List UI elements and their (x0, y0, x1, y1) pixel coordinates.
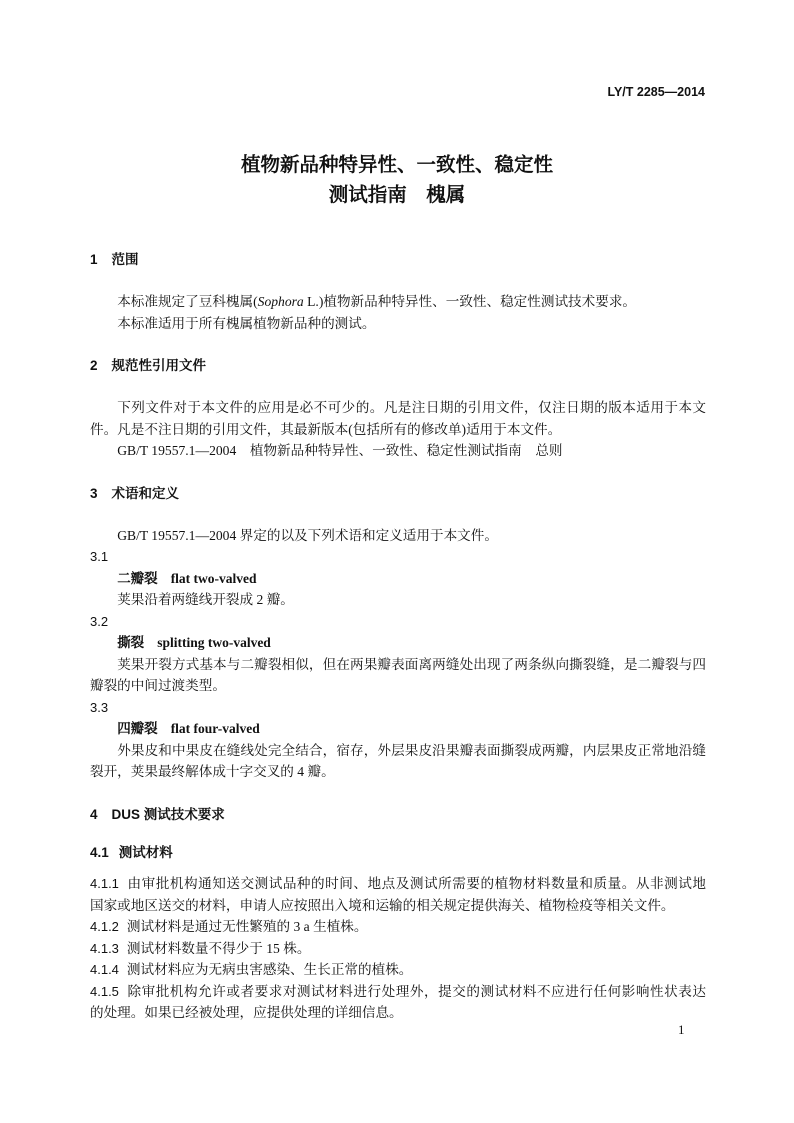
term-entry (90, 611, 706, 697)
term-chinese: 四瓣裂 (117, 721, 158, 736)
section-number: 3 (90, 485, 98, 501)
clause-number: 4.1.4 (90, 962, 119, 977)
text-line (90, 873, 706, 895)
subsection-heading (90, 842, 706, 864)
clause-number: 4.1.5 (90, 983, 119, 999)
section-number: 2 (90, 358, 98, 373)
section-terms-definitions (90, 483, 706, 783)
subsection-title: 测试材料 (118, 845, 173, 860)
text-line: 国家或地区送交的材料，申请人应按照出入境和运输的相关规定提供海关、植物检疫等相关文件。 (90, 897, 675, 913)
paragraph (90, 291, 706, 313)
reference-entry: GB/T 19557.1—2004 植物新品种特异性、一致性、稳定性测试指南 总则 (117, 443, 563, 458)
text-line: 下列文件对于本文件的应用是必不可少的。凡是注日期的引用文件，仅注日期的版本适用于本文 (117, 400, 706, 415)
term-heading (90, 568, 706, 590)
term-heading (90, 632, 706, 654)
genus-name-italic: Sophora (257, 294, 304, 309)
section-scope (90, 249, 706, 334)
term-english: flat four-valved (170, 721, 260, 736)
clause-number: 3.2 (90, 613, 109, 629)
clause-number: 3.3 (90, 699, 109, 715)
term-definition (90, 654, 706, 697)
text-run: 测试材料应为无病虫害感染、生长正常的植株。 (126, 962, 413, 977)
section-title: 范围 (111, 252, 139, 267)
clause (90, 916, 706, 938)
section-heading (90, 249, 706, 271)
term-chinese: 二瓣裂 (117, 570, 158, 586)
clause (90, 873, 706, 916)
text-line (90, 938, 706, 960)
text-run: 由审批机构通知送交测试品种的时间、地点及测试所需要的植物材料数量和质量。从非测试地 (126, 876, 706, 891)
standard-number: LY/T 2285—2014 (607, 85, 705, 99)
section-number: 4 (90, 806, 98, 822)
section-heading (90, 483, 706, 505)
section-normative-references (90, 355, 706, 462)
section-title: DUS 测试技术要求 (111, 806, 225, 822)
text-run: 测试材料数量不得少于 15 株。 (126, 940, 311, 956)
section-dus-requirements (90, 804, 706, 1024)
clause-number: 4.1.3 (90, 940, 119, 956)
clause (90, 938, 706, 960)
section-heading (90, 355, 706, 377)
text-line: 外果皮和中果皮在缝线处完全结合，宿存，外层果皮沿果瓣表面撕裂成两瓣，内层果皮正常地沿缝 (117, 742, 706, 758)
text-line: 件。凡是不注日期的引用文件，其最新版本(包括所有的修改单)适用于本文件。 (90, 421, 562, 437)
clause-number: 4.1.1 (90, 876, 119, 891)
section-heading (90, 804, 706, 826)
text-run: L.)植物新品种特异性、一致性、稳定性测试技术要求。 (303, 294, 637, 309)
section-title: 术语和定义 (111, 485, 180, 501)
clause-number: 3.1 (90, 549, 109, 564)
term-entry (90, 546, 706, 611)
section-title: 规范性引用文件 (111, 358, 207, 373)
clause (90, 981, 706, 1024)
clause-number: 4.1.2 (90, 919, 119, 934)
title-line-2: 测试指南 槐属 (328, 184, 466, 206)
term-chinese: 撕裂 (117, 635, 145, 650)
text-line: 的处理。如果已经被处理，应提供处理的详细信息。 (90, 1005, 403, 1020)
term-entry (90, 697, 706, 783)
term-definition (90, 740, 706, 783)
term-definition (90, 589, 706, 611)
clause (90, 959, 706, 981)
term-english: splitting two-valved (157, 635, 271, 650)
text-line: 瓣裂的中间过渡类型。 (90, 678, 226, 693)
text-line: 裂开，荚果最终解体成十字交叉的 4 瓣。 (90, 764, 335, 779)
text-line: 荚果开裂方式基本与二瓣裂相似，但在两果瓣表面离两缝处出现了两条纵向撕裂缝，是二瓣裂与四 (117, 656, 706, 672)
paragraph (90, 397, 706, 440)
title-line-1: 植物新品种特异性、一致性、稳定性 (240, 154, 553, 176)
term-heading (90, 718, 706, 740)
document-body (90, 249, 706, 1024)
paragraph: GB/T 19557.1—2004 界定的以及下列术语和定义适用于本文件。 (117, 527, 498, 543)
text-run: 除审批机构允许或者要求对测试材料进行处理外，提交的测试材料不应进行任何影响性状表达 (126, 983, 706, 999)
text-line (90, 916, 706, 938)
text-run: 测试材料是通过无性繁殖的 3 a 生植株。 (126, 919, 368, 934)
subsection-number: 4.1 (90, 845, 109, 860)
term-english: flat two-valved (170, 570, 257, 586)
document-title (0, 150, 794, 210)
paragraph: 本标准适用于所有槐属植物新品种的测试。 (117, 315, 376, 331)
section-number: 1 (90, 252, 98, 267)
text-line: 荚果沿着两缝线开裂成 2 瓣。 (117, 592, 294, 607)
text-run: 本标准规定了豆科槐属( (117, 294, 258, 309)
text-line (90, 959, 706, 981)
page-number: 1 (678, 1022, 685, 1037)
text-line (90, 981, 706, 1003)
